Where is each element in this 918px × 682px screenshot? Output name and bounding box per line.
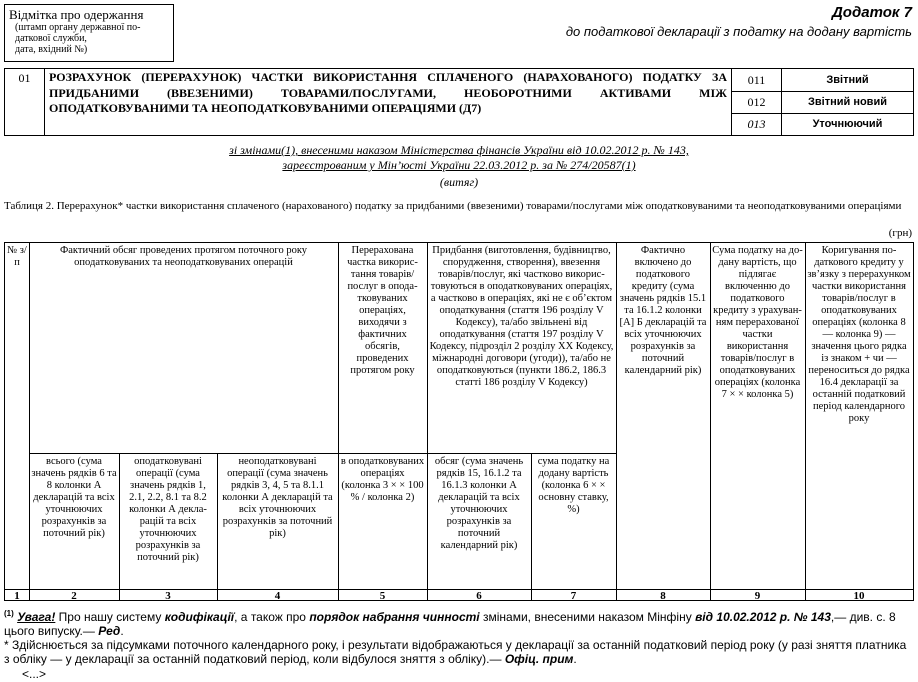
amendment-line-2: зареєстрованим у Мін’юсті України 22.03.2012 р. за № 274/20587(1) bbox=[282, 158, 636, 172]
report-type-row[interactable] bbox=[732, 113, 913, 135]
header-credit-adjustment: Коригування податкового кредиту у зв’язку з перерахунком частки використання товарів/послуг в оподатковуваних операціях (колонка 8 — колонка 9) — значення цього рядка із знаком + чи — переноситься до рядка 16.4 декларації за останній податковий період календарного року bbox=[807, 245, 911, 424]
column-number: 8 bbox=[660, 590, 666, 602]
form-header bbox=[4, 68, 914, 136]
report-type-row[interactable] bbox=[732, 69, 913, 92]
footnote-2: * Здійснюється за підсумками поточного календарного року, і результати відображаються у декларації за останній податковий період року (у разі зняття платника з обліку — у декларації за останній податковий період, коли відбулося зняття з обліку).— Офіц. прим. bbox=[4, 638, 907, 666]
stamp-line-3: дата, вхідний №) bbox=[15, 44, 88, 55]
header-row-number: № з/п bbox=[7, 245, 27, 268]
report-type-selector bbox=[731, 69, 913, 135]
header-purchases: Придбання (виготовлення, будівництво, спорудження, створення), ввезення товарів/послуг, які частково використовуються в оподатковуваних операціях, а частково в операціях, які не є об’єктом оподаткування (стаття 196 розділу V Кодексу), та/або звільнені від оподаткування (стаття 197 розділу V Кодексу, підрозділ 2 розділу XX Кодексу, міжнародні договори (угоди)), та/або не оподатковуються (пункти 186.2, 186.3 статті 186 розділу V Кодексу) bbox=[429, 245, 614, 388]
form-header-title: РОЗРАХУНОК (ПЕРЕРАХУНОК) ЧАСТКИ ВИКОРИСТАННЯ СПЛАЧЕНОГО (НАРАХОВАНОГО) ПОДАТКУ ЗА ПРИДБАНИМИ (ВВЕЗЕНИМИ) ТОВАРАМИ/ПОСЛУГАМИ, НЕОБОРОТНИМИ АКТИВАМИ МІЖ ОПОДАТКОВУВАНИМИ ТА НЕОПОДАТКОВУВАНИМИ ОПЕРАЦІЯМИ (Д7) bbox=[49, 70, 727, 115]
column-number: 3 bbox=[165, 590, 171, 602]
stamp-line-2: даткової служби, bbox=[15, 33, 87, 44]
report-type-row[interactable] bbox=[732, 91, 913, 114]
header-vat-to-credit: Сума податку на додану вартість, що підлягає включенню до податкового кредиту з урахуванням перерахованої частки використання товарів/послуг в оподатковуваних операціях (колонка 7 × × колонка 5) bbox=[712, 245, 803, 400]
subheader-non-taxable: неоподатковувані операції (сума значень рядків 3, 4, 5 та 8.1.1 колонки А декларацій та всіх уточнюючих розрахунків за поточний рік) bbox=[222, 456, 333, 539]
header-recalculated-share: Перерахована частка використання товарів/послуг в оподатковуваних операціях, виходячи з фактичних обсягів, проведених протягом року bbox=[347, 245, 418, 376]
column-number: 2 bbox=[71, 590, 77, 602]
subheader-taxable: оподатковувані операції (сума значень рядків 1, 2.1, 2.2, 8.1 та 8.2 колонки А декларацій та всіх уточнюючих розрахунків за поточний рік) bbox=[129, 456, 207, 563]
column-number: 4 bbox=[274, 590, 281, 602]
attention-label: Увага! bbox=[17, 610, 56, 624]
header-actual-volume: Фактичний обсяг проведених протягом поточного року оподатковуваних та неоподатковуваних операцій bbox=[59, 245, 308, 268]
report-type-label: Звітний bbox=[826, 74, 869, 86]
currency-label: (грн) bbox=[888, 227, 912, 239]
header-actual-credit: Фактично включено до податкового кредиту (сума значень рядків 15.1 та 16.1.2 колонки [А] Б декларацій та всіх уточнюючих розрахунків за поточний календарний рік) bbox=[619, 245, 707, 376]
report-type-label: Звітний новий bbox=[808, 96, 887, 108]
extract-label: (витяг) bbox=[439, 175, 479, 189]
report-type-label: Уточнюючий bbox=[812, 118, 883, 130]
column-number: 5 bbox=[379, 590, 386, 602]
report-type-code: 011 bbox=[732, 69, 782, 91]
report-type-code: 013 bbox=[732, 113, 782, 135]
footnotes bbox=[4, 607, 914, 666]
subheader-total: всього (сума значень рядків 6 та 8 колонки А декларацій та всіх уточнюючих розрахунків за поточний рік) bbox=[31, 456, 117, 539]
footnote-1: $^{(1)}$ Увага! Про нашу систему кодифікації, а також про порядок набрання чинності змінами, внесеними наказом Мінфіну від 10.02.2012 р. № 143,— див. с. 8 цього випуску.— Ред. bbox=[4, 609, 896, 638]
stamp-line-1: (штамп органу державної по- bbox=[15, 22, 141, 33]
column-number: 7 bbox=[570, 590, 577, 602]
stamp-title: Відмітка про одержання bbox=[9, 7, 144, 22]
column-number: 1 bbox=[14, 590, 20, 602]
recalculation-table bbox=[4, 242, 914, 601]
column-number: 9 bbox=[754, 590, 761, 602]
amendment-line-1: зі змінами(1), внесеними наказом Міністерства фінансів України від 10.02.2012 р. № 143, bbox=[229, 143, 689, 157]
column-number: 10 bbox=[853, 590, 865, 602]
addendum-subtitle: до податкової декларації з податку на додану вартість bbox=[565, 24, 912, 39]
subheader-vat-amount: сума податку на додану вартість (колонка 6 × × основну ставку, %) bbox=[537, 456, 610, 515]
omission-mark: <...> bbox=[22, 667, 47, 681]
subheader-share: в оподатковуваних операціях (колонка 3 × × 100 % / колонка 2) bbox=[340, 456, 425, 503]
table-caption: Таблиця 2. Перерахунок* частки використання сплаченого (нарахованого) податку за придбаними (ввезеними) товарами/послугами між оподатковуваними та неоподатковуваними операціями bbox=[4, 200, 902, 212]
column-number: 6 bbox=[476, 590, 482, 602]
form-header-number: 01 bbox=[5, 69, 45, 135]
report-type-code: 012 bbox=[732, 91, 782, 113]
receipt-stamp-box bbox=[4, 4, 174, 62]
addendum-title: Додаток 7 bbox=[831, 4, 912, 21]
subheader-volume: обсяг (сума значень рядків 15, 16.1.2 та 16.1.3 колонки А декларацій та всіх уточнюючих розрахунків за поточний календарний рік) bbox=[434, 456, 524, 551]
